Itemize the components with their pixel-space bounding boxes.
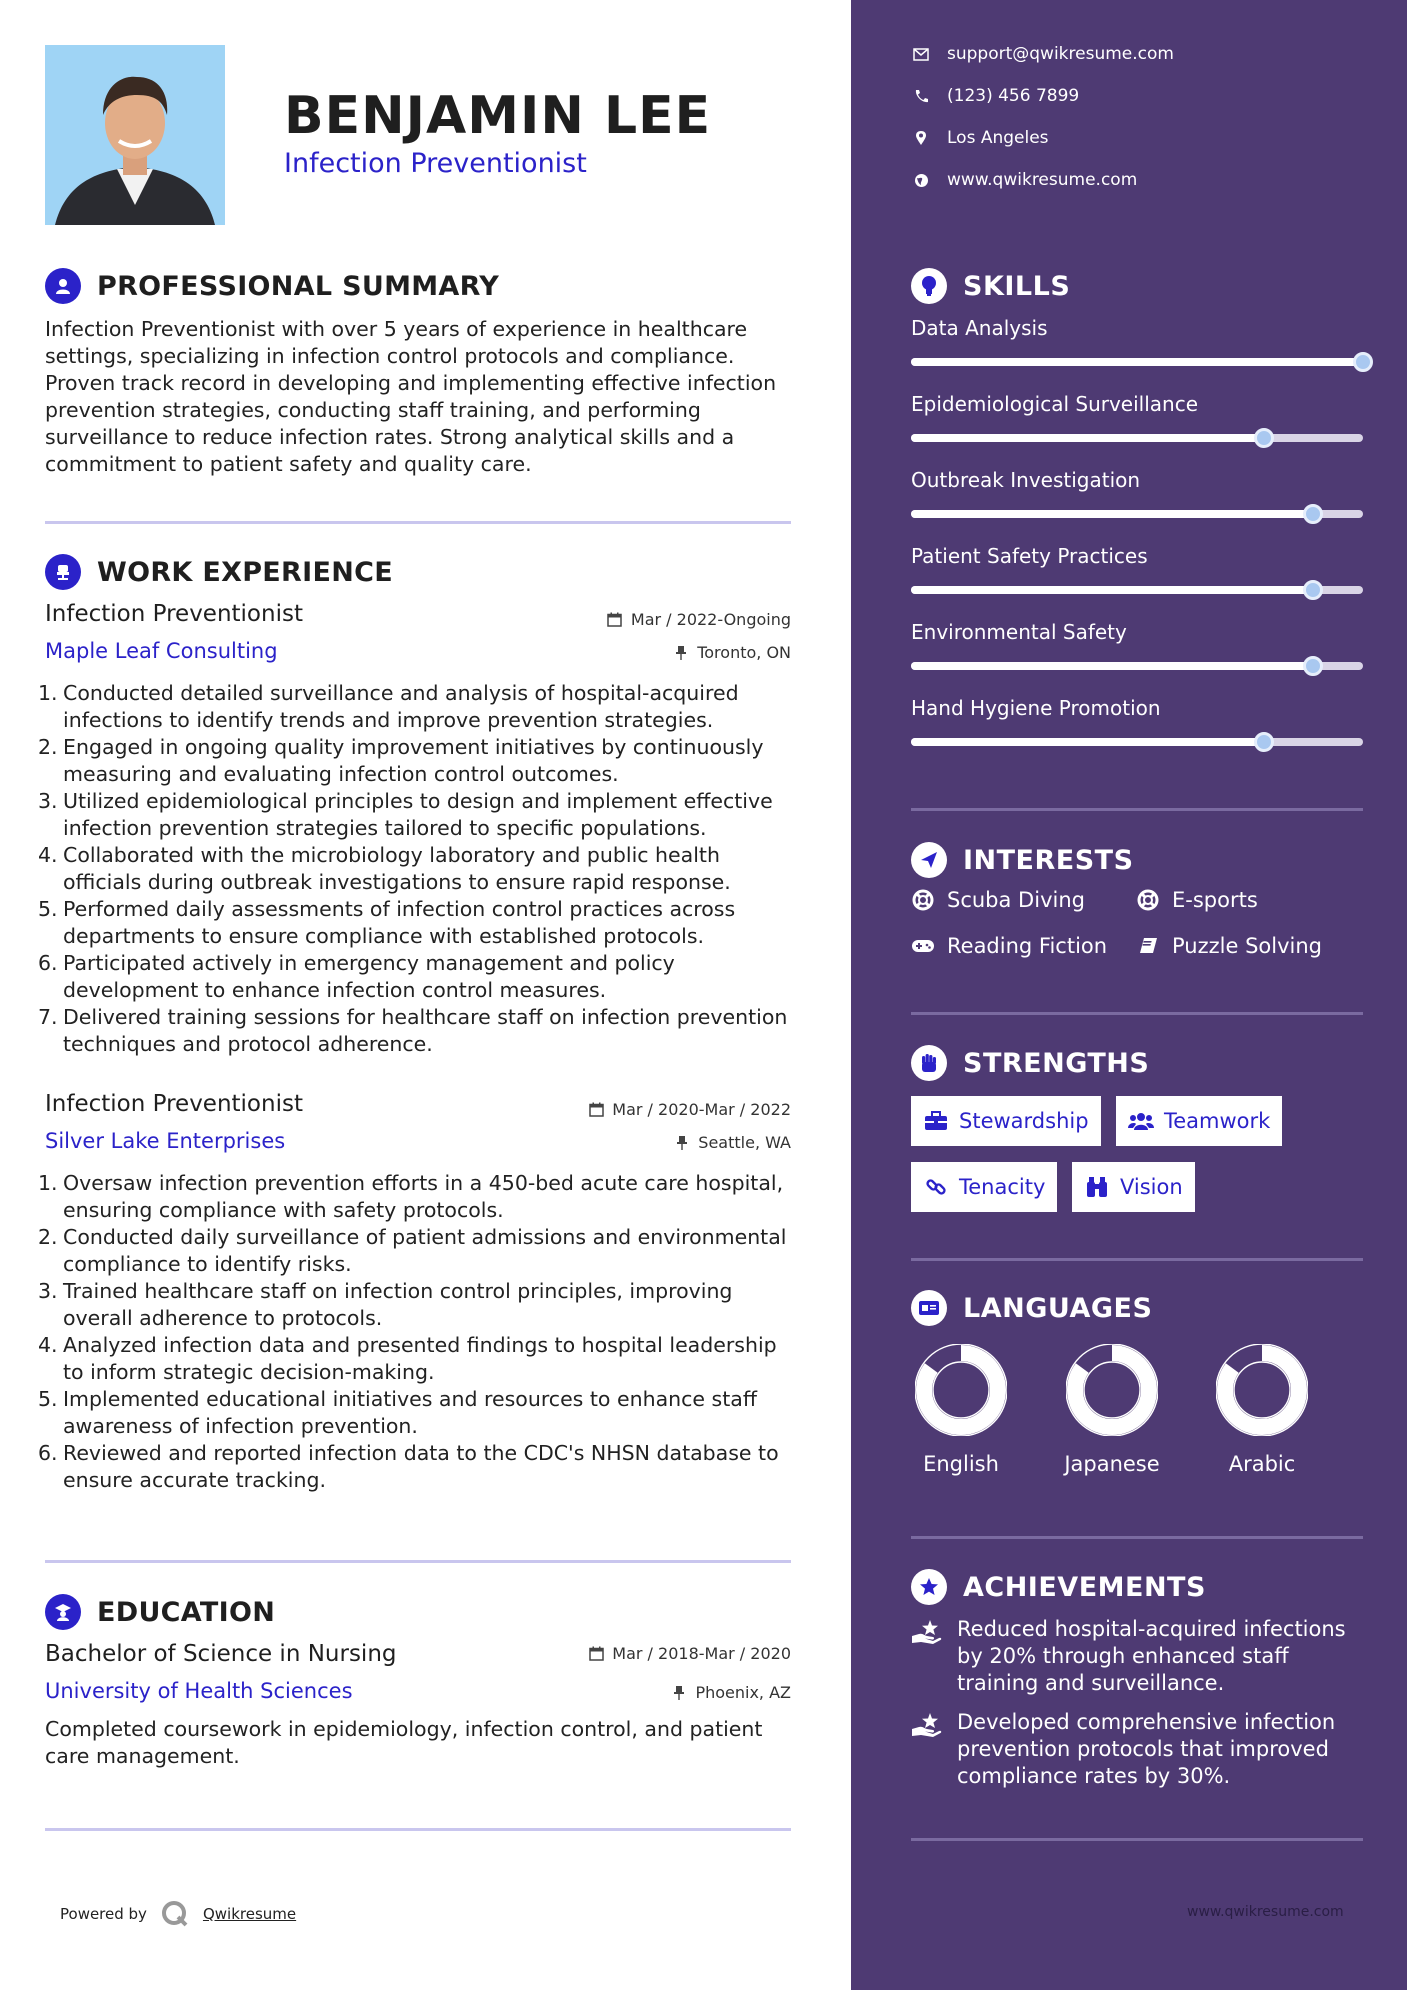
list-item-number: 5. bbox=[38, 1387, 58, 1411]
language-item bbox=[1057, 1344, 1167, 1476]
experience-heading bbox=[45, 554, 393, 590]
achievement-text: Reduced hospital-acquired infections by 20% through enhanced staff training and surveillance. bbox=[957, 1617, 1346, 1695]
paper-plane-icon bbox=[911, 842, 947, 878]
education-dates bbox=[588, 1644, 791, 1663]
education-heading-label: EDUCATION bbox=[97, 1596, 276, 1628]
skill-bar-handle bbox=[1353, 352, 1373, 372]
strength-label: Vision bbox=[1120, 1175, 1183, 1199]
list-item bbox=[38, 1278, 798, 1332]
list-item bbox=[38, 842, 798, 896]
job-location bbox=[673, 643, 791, 662]
achievements-heading bbox=[911, 1569, 1206, 1605]
calendar-icon bbox=[588, 1646, 604, 1662]
profile-photo bbox=[45, 45, 225, 225]
language-card-icon bbox=[911, 1290, 947, 1326]
interest-item bbox=[911, 934, 1107, 958]
achievement-item bbox=[911, 1616, 1371, 1697]
job-dates bbox=[588, 1100, 791, 1119]
strength-chip bbox=[911, 1162, 1057, 1212]
languages-heading bbox=[911, 1290, 1152, 1326]
experience-heading-label: WORK EXPERIENCE bbox=[97, 556, 393, 588]
interest-label: E-sports bbox=[1172, 888, 1258, 912]
strength-chip bbox=[911, 1096, 1101, 1146]
skill-bar-handle bbox=[1303, 580, 1323, 600]
divider bbox=[911, 1258, 1363, 1261]
hand-star-icon bbox=[911, 1618, 943, 1646]
skill-label: Data Analysis bbox=[911, 316, 1048, 340]
language-ring bbox=[1216, 1344, 1308, 1436]
list-item bbox=[38, 1440, 798, 1494]
graduate-icon bbox=[45, 1594, 81, 1630]
binoculars-icon bbox=[1084, 1175, 1110, 1199]
languages-heading-label: LANGUAGES bbox=[963, 1292, 1153, 1324]
divider bbox=[911, 1838, 1363, 1841]
list-item bbox=[38, 950, 798, 1004]
skill-bar-handle bbox=[1303, 504, 1323, 524]
divider bbox=[911, 1536, 1363, 1539]
language-label: English bbox=[923, 1452, 999, 1476]
skills-heading bbox=[911, 268, 1070, 304]
envelope-icon bbox=[911, 44, 931, 64]
candidate-name: BENJAMIN LEE bbox=[284, 86, 712, 146]
contact-phone-label: (123) 456 7899 bbox=[947, 86, 1080, 106]
education-text: Completed coursework in epidemiology, infection control, and patient care management. bbox=[45, 1717, 763, 1768]
job-bullet-list bbox=[38, 680, 798, 1058]
skill-bar-fill bbox=[911, 358, 1363, 366]
skill-bar-handle bbox=[1303, 656, 1323, 676]
gamepad-icon bbox=[911, 934, 935, 958]
strength-chip bbox=[1072, 1162, 1195, 1212]
list-item-number: 2. bbox=[38, 1225, 58, 1249]
divider bbox=[45, 521, 791, 524]
skill-bar-fill bbox=[911, 586, 1313, 594]
interest-item bbox=[911, 888, 1085, 912]
list-item bbox=[38, 788, 798, 842]
user-icon bbox=[45, 268, 81, 304]
skill-bar bbox=[911, 510, 1363, 518]
education-location bbox=[671, 1683, 791, 1702]
powered-by-brand-link[interactable]: Qwikresume bbox=[202, 1905, 297, 1923]
strength-chip bbox=[1116, 1096, 1282, 1146]
powered-by-label: Powered by bbox=[60, 1905, 147, 1923]
interest-item bbox=[1136, 888, 1258, 912]
divider bbox=[911, 808, 1363, 811]
job-location bbox=[674, 1133, 791, 1152]
education-location-label: Phoenix, AZ bbox=[695, 1683, 791, 1702]
list-item bbox=[38, 1224, 798, 1278]
skill-bar bbox=[911, 586, 1363, 594]
list-item-text: Performed daily assessments of infection control practices across departments to ensure compliance with established protocols. bbox=[63, 897, 736, 948]
achievement-item bbox=[911, 1709, 1371, 1790]
list-item-text: Oversaw infection prevention efforts in a 450-bed acute care hospital, ensuring compliance with safety protocols. bbox=[63, 1171, 784, 1222]
skill-label: Environmental Safety bbox=[911, 620, 1127, 644]
skill-bar-handle bbox=[1254, 428, 1274, 448]
star-badge-icon bbox=[911, 1569, 947, 1605]
hand-star-icon bbox=[911, 1711, 943, 1739]
lifebuoy-icon bbox=[911, 888, 935, 912]
education-dates-label: Mar / 2018-Mar / 2020 bbox=[612, 1644, 791, 1663]
skill-label: Outbreak Investigation bbox=[911, 468, 1141, 492]
company-name: Silver Lake Enterprises bbox=[45, 1129, 286, 1153]
contact-email[interactable] bbox=[911, 44, 1174, 64]
job-bullet-list bbox=[38, 1170, 798, 1494]
contact-phone[interactable] bbox=[911, 86, 1079, 106]
pin-icon bbox=[674, 1135, 690, 1151]
list-item-text: Delivered training sessions for healthcare staff on infection prevention techniques and protocol adherence. bbox=[63, 1005, 788, 1056]
list-item bbox=[38, 680, 798, 734]
skill-bar-fill bbox=[911, 434, 1264, 442]
list-item-number: 3. bbox=[38, 1279, 58, 1303]
skill-bar bbox=[911, 738, 1363, 746]
lightbulb-icon bbox=[911, 268, 947, 304]
contact-email-label: support@qwikresume.com bbox=[947, 44, 1174, 64]
fist-icon bbox=[911, 1045, 947, 1081]
list-item-text: Conducted detailed surveillance and analysis of hospital-acquired infections to identify trends and improve prevention strategies. bbox=[63, 681, 739, 732]
list-item-text: Utilized epidemiological principles to design and implement effective infection prevention strategies tailored to specific populations. bbox=[63, 789, 773, 840]
link-icon bbox=[923, 1175, 949, 1199]
interest-label: Puzzle Solving bbox=[1172, 934, 1322, 958]
strength-label: Stewardship bbox=[959, 1109, 1089, 1133]
list-item bbox=[38, 896, 798, 950]
skill-bar bbox=[911, 358, 1363, 366]
list-item-text: Collaborated with the microbiology laboratory and public health officials during outbreak investigations to ensure rapid response. bbox=[63, 843, 731, 894]
strengths-heading bbox=[911, 1045, 1149, 1081]
interest-item bbox=[1136, 934, 1322, 958]
calendar-icon bbox=[588, 1102, 604, 1118]
list-item-number: 7. bbox=[38, 1005, 58, 1029]
language-label: Arabic bbox=[1228, 1452, 1296, 1476]
achievement-text: Developed comprehensive infection prevention protocols that improved compliance rates by 30%. bbox=[957, 1710, 1336, 1788]
language-ring bbox=[1066, 1344, 1158, 1436]
list-item-number: 4. bbox=[38, 1333, 58, 1357]
strengths-heading-label: STRENGTHS bbox=[963, 1047, 1150, 1079]
contact-website[interactable] bbox=[911, 170, 1137, 190]
interest-label: Reading Fiction bbox=[947, 934, 1108, 958]
education-heading bbox=[45, 1594, 275, 1630]
list-item bbox=[38, 1170, 798, 1224]
candidate-title: Infection Preventionist bbox=[284, 148, 587, 179]
map-marker-icon bbox=[911, 128, 931, 148]
school-name: University of Health Sciences bbox=[45, 1679, 353, 1703]
powered-by bbox=[60, 1900, 296, 1928]
skill-label: Epidemiological Surveillance bbox=[911, 392, 1199, 416]
divider bbox=[45, 1560, 791, 1563]
list-item-number: 5. bbox=[38, 897, 58, 921]
list-item-text: Trained healthcare staff on infection control principles, improving overall adherence to protocols. bbox=[63, 1279, 733, 1330]
contact-location bbox=[911, 128, 1049, 148]
contact-website-label: www.qwikresume.com bbox=[947, 170, 1138, 190]
skill-bar-handle bbox=[1254, 732, 1274, 752]
pin-icon bbox=[673, 645, 689, 661]
language-item bbox=[906, 1344, 1016, 1476]
lifebuoy-icon bbox=[1136, 888, 1160, 912]
job-dates bbox=[607, 610, 791, 629]
list-item-text: Analyzed infection data and presented findings to hospital leadership to inform strategic decision-making. bbox=[63, 1333, 777, 1384]
chair-icon bbox=[45, 554, 81, 590]
degree-title: Bachelor of Science in Nursing bbox=[45, 1641, 397, 1667]
users-icon bbox=[1128, 1109, 1154, 1133]
skill-bar bbox=[911, 662, 1363, 670]
list-item-text: Implemented educational initiatives and resources to enhance staff awareness of infection prevention. bbox=[63, 1387, 757, 1438]
list-item-number: 4. bbox=[38, 843, 58, 867]
interests-heading-label: INTERESTS bbox=[963, 844, 1134, 876]
interests-heading bbox=[911, 842, 1134, 878]
divider bbox=[45, 1828, 791, 1831]
interest-label: Scuba Diving bbox=[947, 888, 1085, 912]
list-item-text: Reviewed and reported infection data to the CDC's NHSN database to ensure accurate tracking. bbox=[63, 1441, 779, 1492]
skill-bar-fill bbox=[911, 662, 1313, 670]
list-item-text: Engaged in ongoing quality improvement initiatives by continuously measuring and evaluating infection control outcomes. bbox=[63, 735, 764, 786]
list-item-number: 1. bbox=[38, 681, 58, 705]
list-item bbox=[38, 1004, 798, 1058]
divider bbox=[911, 1012, 1363, 1015]
list-item-number: 2. bbox=[38, 735, 58, 759]
qwikresume-logo-icon bbox=[161, 1900, 189, 1928]
achievements-heading-label: ACHIEVEMENTS bbox=[963, 1571, 1206, 1603]
pin-icon bbox=[671, 1685, 687, 1701]
language-label: Japanese bbox=[1064, 1452, 1160, 1476]
language-item bbox=[1207, 1344, 1317, 1476]
footer-website[interactable]: www.qwikresume.com bbox=[1187, 1904, 1344, 1920]
list-item-number: 6. bbox=[38, 1441, 58, 1465]
job-location-label: Toronto, ON bbox=[697, 643, 791, 662]
job-location-label: Seattle, WA bbox=[698, 1133, 791, 1152]
summary-heading-label: PROFESSIONAL SUMMARY bbox=[97, 270, 500, 302]
job-title: Infection Preventionist bbox=[45, 601, 303, 627]
skills-heading-label: SKILLS bbox=[963, 270, 1071, 302]
list-item-text: Participated actively in emergency management and policy development to enhance infection control measures. bbox=[63, 951, 675, 1002]
language-ring bbox=[915, 1344, 1007, 1436]
skill-bar bbox=[911, 434, 1363, 442]
list-item bbox=[38, 1386, 798, 1440]
job-dates-label: Mar / 2020-Mar / 2022 bbox=[612, 1100, 791, 1119]
phone-icon bbox=[911, 86, 931, 106]
skill-label: Patient Safety Practices bbox=[911, 544, 1148, 568]
list-item-number: 1. bbox=[38, 1171, 58, 1195]
list-item-number: 6. bbox=[38, 951, 58, 975]
list-item-text: Conducted daily surveillance of patient admissions and environmental compliance to identify risks. bbox=[63, 1225, 787, 1276]
sidebar bbox=[851, 0, 1407, 1990]
contact-location-label: Los Angeles bbox=[947, 128, 1049, 148]
list-item-number: 3. bbox=[38, 789, 58, 813]
list-item bbox=[38, 1332, 798, 1386]
globe-icon bbox=[911, 170, 931, 190]
list-item bbox=[38, 734, 798, 788]
job-title: Infection Preventionist bbox=[45, 1091, 303, 1117]
job-dates-label: Mar / 2022-Ongoing bbox=[630, 610, 791, 629]
calendar-icon bbox=[607, 612, 623, 628]
book-icon bbox=[1136, 934, 1160, 958]
skill-label: Hand Hygiene Promotion bbox=[911, 696, 1161, 720]
briefcase-icon bbox=[923, 1109, 949, 1133]
skill-bar-fill bbox=[911, 738, 1264, 746]
summary-heading bbox=[45, 268, 499, 304]
summary-text: Infection Preventionist with over 5 years of experience in healthcare settings, specializing in infection control protocols and compliance. Proven track record in developing and implementing effective infection prevention strategies, conducting staff training, and performing surveillance to reduce infection rates. Strong analytical skills and a commitment to patient safety and quality care. bbox=[45, 317, 777, 476]
company-name: Maple Leaf Consulting bbox=[45, 639, 278, 663]
skill-bar-fill bbox=[911, 510, 1313, 518]
strength-label: Teamwork bbox=[1164, 1109, 1271, 1133]
strength-label: Tenacity bbox=[959, 1175, 1046, 1199]
